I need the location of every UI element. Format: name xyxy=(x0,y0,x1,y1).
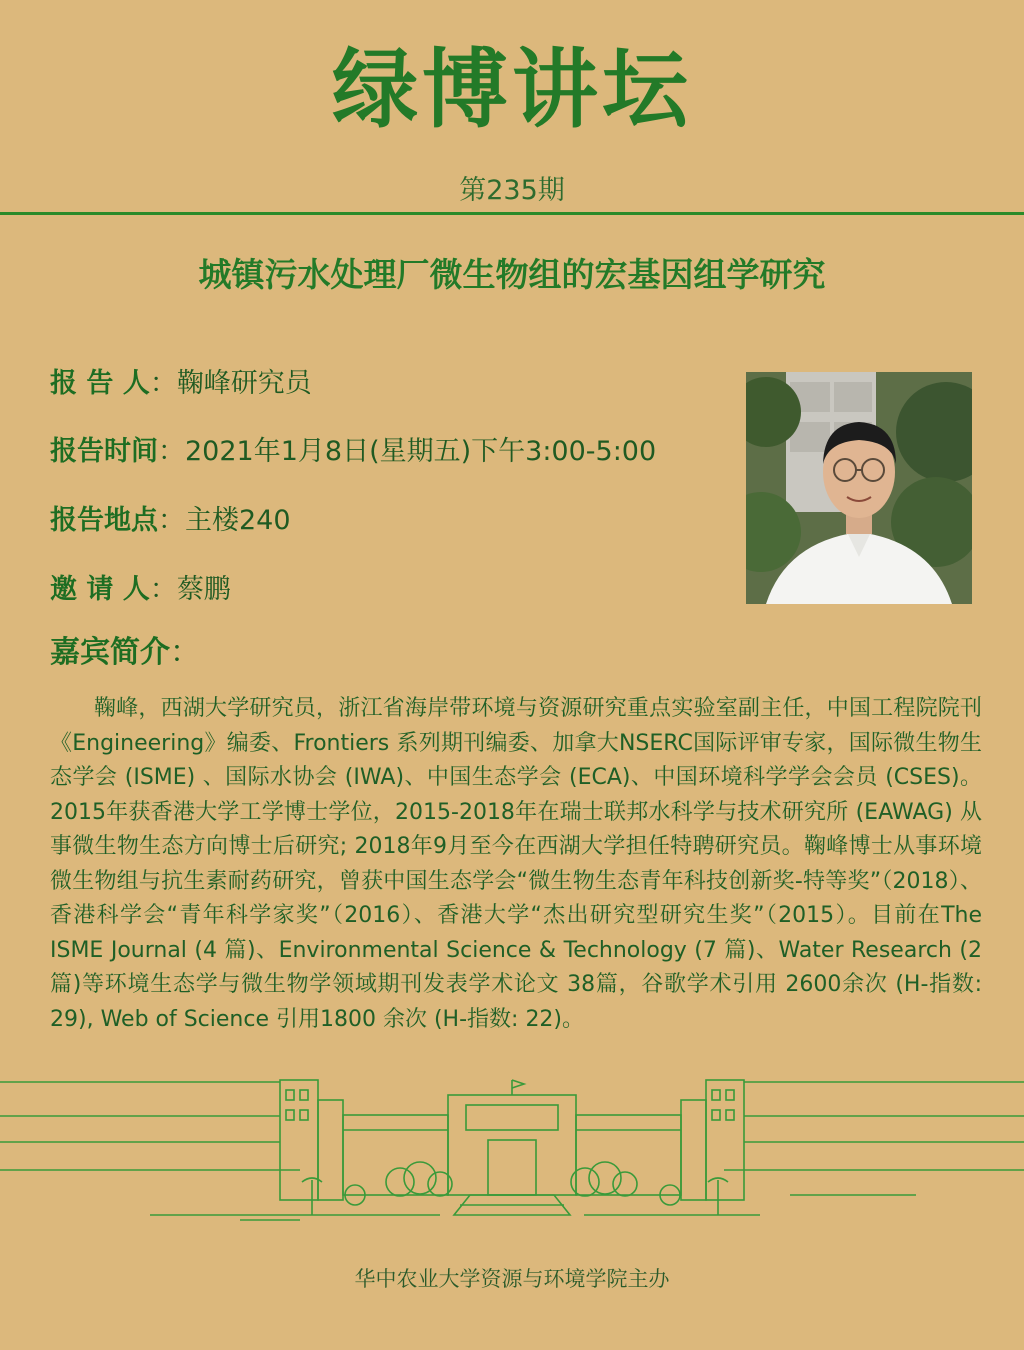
location-row xyxy=(50,501,291,541)
separator: ： xyxy=(158,505,185,536)
speaker-value: 鞠峰研究员 xyxy=(176,368,312,399)
speaker-photo xyxy=(746,372,972,604)
host-value: 蔡鹏 xyxy=(176,574,231,605)
separator: ： xyxy=(170,635,200,670)
bio-heading xyxy=(50,632,200,674)
separator: ： xyxy=(158,436,185,467)
time-row xyxy=(50,432,656,472)
location-label: 报告地点 xyxy=(50,505,158,536)
campus-building-line-art-icon xyxy=(0,1070,1024,1235)
time-value: 2021年1月8日(星期五)下午3:00-5:00 xyxy=(185,436,657,467)
speaker-portrait-icon xyxy=(746,372,972,604)
host-row xyxy=(50,570,231,610)
organizer-footer: 华中农业大学资源与环境学院主办 xyxy=(354,1267,670,1291)
host-label: 邀 请 人 xyxy=(50,574,150,605)
header-divider xyxy=(0,212,1024,215)
speaker-label: 报 告 人 xyxy=(50,368,150,399)
separator: ： xyxy=(149,368,177,399)
separator: ： xyxy=(149,574,177,605)
time-label: 报告时间 xyxy=(50,436,158,467)
bio-text: 鞠峰，西湖大学研究员，浙江省海岸带环境与资源研究重点实验室副主任，中国工程院院刊《Engineering》编委、Frontiers 系列期刊编委、加拿大NSERC国际评审专家，国际微生物生态学会 (ISME) 、国际水协会 (IWA)、中国生态学会 (ECA)、中国环境科学学会会员 (CSES)。2015年获香港大学工学博士学位，2015-2018年在瑞士联邦水科学与技术研究所 (EAWAG) 从事微生物生态方向博士后研究; 2018年9月至今在西湖大学担任特聘研究员。鞠峰博士从事环境微生物组与抗生素耐药研究，曾获中国生态学会“微生物生态青年科技创新奖-特等奖”（2018）、香港科学会“青年科学家奖”（2016）、香港大学“杰出研究型研究生奖”（2015）。目前在The ISME Journal (4 篇)、Environmental Science & Technology (7 篇)、Water Research (2 篇)等环境生态学与微生物学领域期刊发表学术论文 38篇，谷歌学术引用 2600余次 (H-指数: 29), Web of Science 引用1800 余次 (H-指数: 22)。 xyxy=(50,696,982,1032)
bio-heading-label: 嘉宾简介 xyxy=(50,635,170,670)
forum-title: 绿博讲坛 xyxy=(332,40,692,140)
issue-number: 第235期 xyxy=(459,175,565,206)
location-value: 主楼240 xyxy=(185,505,291,536)
lecture-title: 城镇污水处理厂微生物组的宏基因组学研究 xyxy=(198,255,826,294)
speaker-row xyxy=(50,364,312,404)
